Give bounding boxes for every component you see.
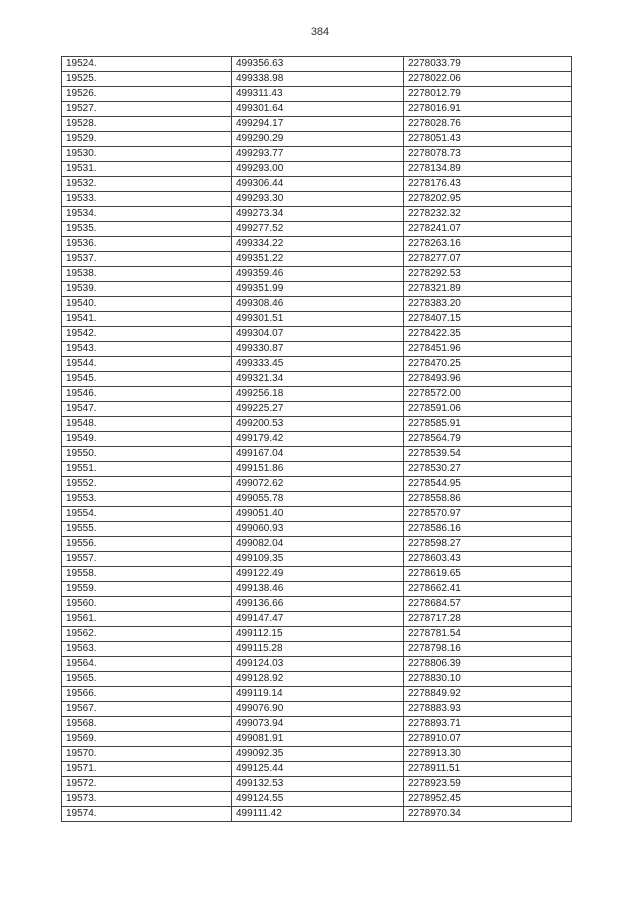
table-row — [62, 87, 572, 102]
x-coordinate-cell: 499073.94 — [232, 717, 404, 732]
point-number-cell: 19532. — [62, 177, 232, 192]
point-number-cell: 19559. — [62, 582, 232, 597]
y-coordinate-cell: 2278952.45 — [404, 792, 572, 807]
x-coordinate-cell: 499301.51 — [232, 312, 404, 327]
y-coordinate-cell: 2278883.93 — [404, 702, 572, 717]
table-row — [62, 687, 572, 702]
point-number-cell: 19566. — [62, 687, 232, 702]
point-number-cell: 19545. — [62, 372, 232, 387]
table-row — [62, 402, 572, 417]
table-row — [62, 792, 572, 807]
point-number-cell: 19549. — [62, 432, 232, 447]
x-coordinate-cell: 499308.46 — [232, 297, 404, 312]
table-row — [62, 642, 572, 657]
x-coordinate-cell: 499082.04 — [232, 537, 404, 552]
table-row — [62, 582, 572, 597]
x-coordinate-cell: 499167.04 — [232, 447, 404, 462]
table-row — [62, 717, 572, 732]
y-coordinate-cell: 2278263.16 — [404, 237, 572, 252]
x-coordinate-cell: 499351.22 — [232, 252, 404, 267]
x-coordinate-cell: 499294.17 — [232, 117, 404, 132]
y-coordinate-cell: 2278923.59 — [404, 777, 572, 792]
y-coordinate-cell: 2278798.16 — [404, 642, 572, 657]
table-row — [62, 672, 572, 687]
y-coordinate-cell: 2278558.86 — [404, 492, 572, 507]
y-coordinate-cell: 2278684.57 — [404, 597, 572, 612]
x-coordinate-cell: 499293.77 — [232, 147, 404, 162]
y-coordinate-cell: 2278241.07 — [404, 222, 572, 237]
y-coordinate-cell: 2278202.95 — [404, 192, 572, 207]
point-number-cell: 19543. — [62, 342, 232, 357]
y-coordinate-cell: 2278176.43 — [404, 177, 572, 192]
x-coordinate-cell: 499290.29 — [232, 132, 404, 147]
point-number-cell: 19547. — [62, 402, 232, 417]
table-row — [62, 237, 572, 252]
point-number-cell: 19542. — [62, 327, 232, 342]
point-number-cell: 19551. — [62, 462, 232, 477]
y-coordinate-cell: 2278022.06 — [404, 72, 572, 87]
y-coordinate-cell: 2278564.79 — [404, 432, 572, 447]
x-coordinate-cell: 499124.55 — [232, 792, 404, 807]
point-number-cell: 19546. — [62, 387, 232, 402]
y-coordinate-cell: 2278911.51 — [404, 762, 572, 777]
x-coordinate-cell: 499179.42 — [232, 432, 404, 447]
table-row — [62, 72, 572, 87]
y-coordinate-cell: 2278232.32 — [404, 207, 572, 222]
x-coordinate-cell: 499132.53 — [232, 777, 404, 792]
x-coordinate-cell: 499119.14 — [232, 687, 404, 702]
y-coordinate-cell: 2278134.89 — [404, 162, 572, 177]
y-coordinate-cell: 2278451.96 — [404, 342, 572, 357]
point-number-cell: 19558. — [62, 567, 232, 582]
y-coordinate-cell: 2278407.15 — [404, 312, 572, 327]
table-row — [62, 747, 572, 762]
table-row — [62, 657, 572, 672]
point-number-cell: 19567. — [62, 702, 232, 717]
point-number-cell: 19528. — [62, 117, 232, 132]
point-number-cell: 19557. — [62, 552, 232, 567]
table-row — [62, 117, 572, 132]
x-coordinate-cell: 499092.35 — [232, 747, 404, 762]
point-number-cell: 19552. — [62, 477, 232, 492]
point-number-cell: 19533. — [62, 192, 232, 207]
point-number-cell: 19550. — [62, 447, 232, 462]
x-coordinate-cell: 499338.98 — [232, 72, 404, 87]
point-number-cell: 19568. — [62, 717, 232, 732]
y-coordinate-cell: 2278586.16 — [404, 522, 572, 537]
page-number: 384 — [310, 26, 330, 38]
x-coordinate-cell: 499072.62 — [232, 477, 404, 492]
x-coordinate-cell: 499124.03 — [232, 657, 404, 672]
table-row — [62, 462, 572, 477]
y-coordinate-cell: 2278893.71 — [404, 717, 572, 732]
point-number-cell: 19564. — [62, 657, 232, 672]
y-coordinate-cell: 2278078.73 — [404, 147, 572, 162]
y-coordinate-cell: 2278422.35 — [404, 327, 572, 342]
y-coordinate-cell: 2278913.30 — [404, 747, 572, 762]
x-coordinate-cell: 499356.63 — [232, 57, 404, 72]
point-number-cell: 19569. — [62, 732, 232, 747]
table-row — [62, 147, 572, 162]
table-row — [62, 267, 572, 282]
table-row — [62, 432, 572, 447]
point-number-cell: 19530. — [62, 147, 232, 162]
point-number-cell: 19535. — [62, 222, 232, 237]
point-number-cell: 19572. — [62, 777, 232, 792]
y-coordinate-cell: 2278572.00 — [404, 387, 572, 402]
table-row — [62, 762, 572, 777]
x-coordinate-cell: 499138.46 — [232, 582, 404, 597]
table-row — [62, 447, 572, 462]
point-number-cell: 19538. — [62, 267, 232, 282]
x-coordinate-cell: 499147.47 — [232, 612, 404, 627]
y-coordinate-cell: 2278970.34 — [404, 807, 572, 822]
point-number-cell: 19529. — [62, 132, 232, 147]
point-number-cell: 19561. — [62, 612, 232, 627]
x-coordinate-cell: 499115.28 — [232, 642, 404, 657]
y-coordinate-cell: 2278662.41 — [404, 582, 572, 597]
point-number-cell: 19574. — [62, 807, 232, 822]
x-coordinate-cell: 499311.43 — [232, 87, 404, 102]
table-row — [62, 372, 572, 387]
table-row — [62, 192, 572, 207]
table-row — [62, 327, 572, 342]
y-coordinate-cell: 2278292.53 — [404, 267, 572, 282]
table-row — [62, 522, 572, 537]
point-number-cell: 19570. — [62, 747, 232, 762]
x-coordinate-cell: 499128.92 — [232, 672, 404, 687]
y-coordinate-cell: 2278806.39 — [404, 657, 572, 672]
table-row — [62, 732, 572, 747]
x-coordinate-cell: 499136.66 — [232, 597, 404, 612]
x-coordinate-cell: 499293.00 — [232, 162, 404, 177]
table-row — [62, 777, 572, 792]
y-coordinate-cell: 2278619.65 — [404, 567, 572, 582]
x-coordinate-cell: 499060.93 — [232, 522, 404, 537]
y-coordinate-cell: 2278598.27 — [404, 537, 572, 552]
table-row — [62, 312, 572, 327]
table-row — [62, 507, 572, 522]
y-coordinate-cell: 2278012.79 — [404, 87, 572, 102]
point-number-cell: 19536. — [62, 237, 232, 252]
y-coordinate-cell: 2278383.20 — [404, 297, 572, 312]
point-number-cell: 19527. — [62, 102, 232, 117]
x-coordinate-cell: 499200.53 — [232, 417, 404, 432]
x-coordinate-cell: 499304.07 — [232, 327, 404, 342]
point-number-cell: 19553. — [62, 492, 232, 507]
table-row — [62, 297, 572, 312]
table-row — [62, 807, 572, 822]
x-coordinate-cell: 499125.44 — [232, 762, 404, 777]
x-coordinate-cell: 499076.90 — [232, 702, 404, 717]
x-coordinate-cell: 499359.46 — [232, 267, 404, 282]
table-row — [62, 477, 572, 492]
table-row — [62, 492, 572, 507]
point-number-cell: 19573. — [62, 792, 232, 807]
point-number-cell: 19525. — [62, 72, 232, 87]
x-coordinate-cell: 499256.18 — [232, 387, 404, 402]
x-coordinate-cell: 499111.42 — [232, 807, 404, 822]
table-row — [62, 612, 572, 627]
point-number-cell: 19526. — [62, 87, 232, 102]
point-number-cell: 19563. — [62, 642, 232, 657]
point-number-cell: 19554. — [62, 507, 232, 522]
y-coordinate-cell: 2278570.97 — [404, 507, 572, 522]
table-row — [62, 537, 572, 552]
table-row — [62, 57, 572, 72]
y-coordinate-cell: 2278493.96 — [404, 372, 572, 387]
y-coordinate-cell: 2278016.91 — [404, 102, 572, 117]
y-coordinate-cell: 2278321.89 — [404, 282, 572, 297]
y-coordinate-cell: 2278544.95 — [404, 477, 572, 492]
x-coordinate-cell: 499225.27 — [232, 402, 404, 417]
x-coordinate-cell: 499333.45 — [232, 357, 404, 372]
table-row — [62, 387, 572, 402]
table-row — [62, 342, 572, 357]
table-row — [62, 222, 572, 237]
table-row — [62, 552, 572, 567]
y-coordinate-cell: 2278530.27 — [404, 462, 572, 477]
point-number-cell: 19541. — [62, 312, 232, 327]
x-coordinate-cell: 499330.87 — [232, 342, 404, 357]
table-row — [62, 252, 572, 267]
y-coordinate-cell: 2278717.28 — [404, 612, 572, 627]
table-row — [62, 567, 572, 582]
coordinates-table — [61, 56, 572, 822]
table-row — [62, 282, 572, 297]
table-row — [62, 162, 572, 177]
x-coordinate-cell: 499321.34 — [232, 372, 404, 387]
x-coordinate-cell: 499051.40 — [232, 507, 404, 522]
y-coordinate-cell: 2278539.54 — [404, 447, 572, 462]
point-number-cell: 19562. — [62, 627, 232, 642]
x-coordinate-cell: 499277.52 — [232, 222, 404, 237]
x-coordinate-cell: 499112.15 — [232, 627, 404, 642]
coordinates-table-body — [62, 57, 572, 822]
y-coordinate-cell: 2278781.54 — [404, 627, 572, 642]
y-coordinate-cell: 2278028.76 — [404, 117, 572, 132]
point-number-cell: 19524. — [62, 57, 232, 72]
y-coordinate-cell: 2278910.07 — [404, 732, 572, 747]
point-number-cell: 19556. — [62, 537, 232, 552]
y-coordinate-cell: 2278603.43 — [404, 552, 572, 567]
table-row — [62, 702, 572, 717]
point-number-cell: 19531. — [62, 162, 232, 177]
table-row — [62, 627, 572, 642]
x-coordinate-cell: 499351.99 — [232, 282, 404, 297]
table-row — [62, 597, 572, 612]
y-coordinate-cell: 2278470.25 — [404, 357, 572, 372]
y-coordinate-cell: 2278849.92 — [404, 687, 572, 702]
point-number-cell: 19537. — [62, 252, 232, 267]
x-coordinate-cell: 499306.44 — [232, 177, 404, 192]
point-number-cell: 19548. — [62, 417, 232, 432]
table-row — [62, 417, 572, 432]
x-coordinate-cell: 499334.22 — [232, 237, 404, 252]
x-coordinate-cell: 499293.30 — [232, 192, 404, 207]
y-coordinate-cell: 2278830.10 — [404, 672, 572, 687]
x-coordinate-cell: 499081.91 — [232, 732, 404, 747]
table-row — [62, 177, 572, 192]
x-coordinate-cell: 499122.49 — [232, 567, 404, 582]
x-coordinate-cell: 499109.35 — [232, 552, 404, 567]
point-number-cell: 19560. — [62, 597, 232, 612]
point-number-cell: 19539. — [62, 282, 232, 297]
x-coordinate-cell: 499273.34 — [232, 207, 404, 222]
table-row — [62, 207, 572, 222]
y-coordinate-cell: 2278051.43 — [404, 132, 572, 147]
table-row — [62, 132, 572, 147]
y-coordinate-cell: 2278277.07 — [404, 252, 572, 267]
x-coordinate-cell: 499151.86 — [232, 462, 404, 477]
table-row — [62, 102, 572, 117]
point-number-cell: 19565. — [62, 672, 232, 687]
point-number-cell: 19534. — [62, 207, 232, 222]
y-coordinate-cell: 2278585.91 — [404, 417, 572, 432]
x-coordinate-cell: 499301.64 — [232, 102, 404, 117]
x-coordinate-cell: 499055.78 — [232, 492, 404, 507]
table-row — [62, 357, 572, 372]
y-coordinate-cell: 2278591.06 — [404, 402, 572, 417]
point-number-cell: 19571. — [62, 762, 232, 777]
y-coordinate-cell: 2278033.79 — [404, 57, 572, 72]
point-number-cell: 19555. — [62, 522, 232, 537]
point-number-cell: 19544. — [62, 357, 232, 372]
point-number-cell: 19540. — [62, 297, 232, 312]
